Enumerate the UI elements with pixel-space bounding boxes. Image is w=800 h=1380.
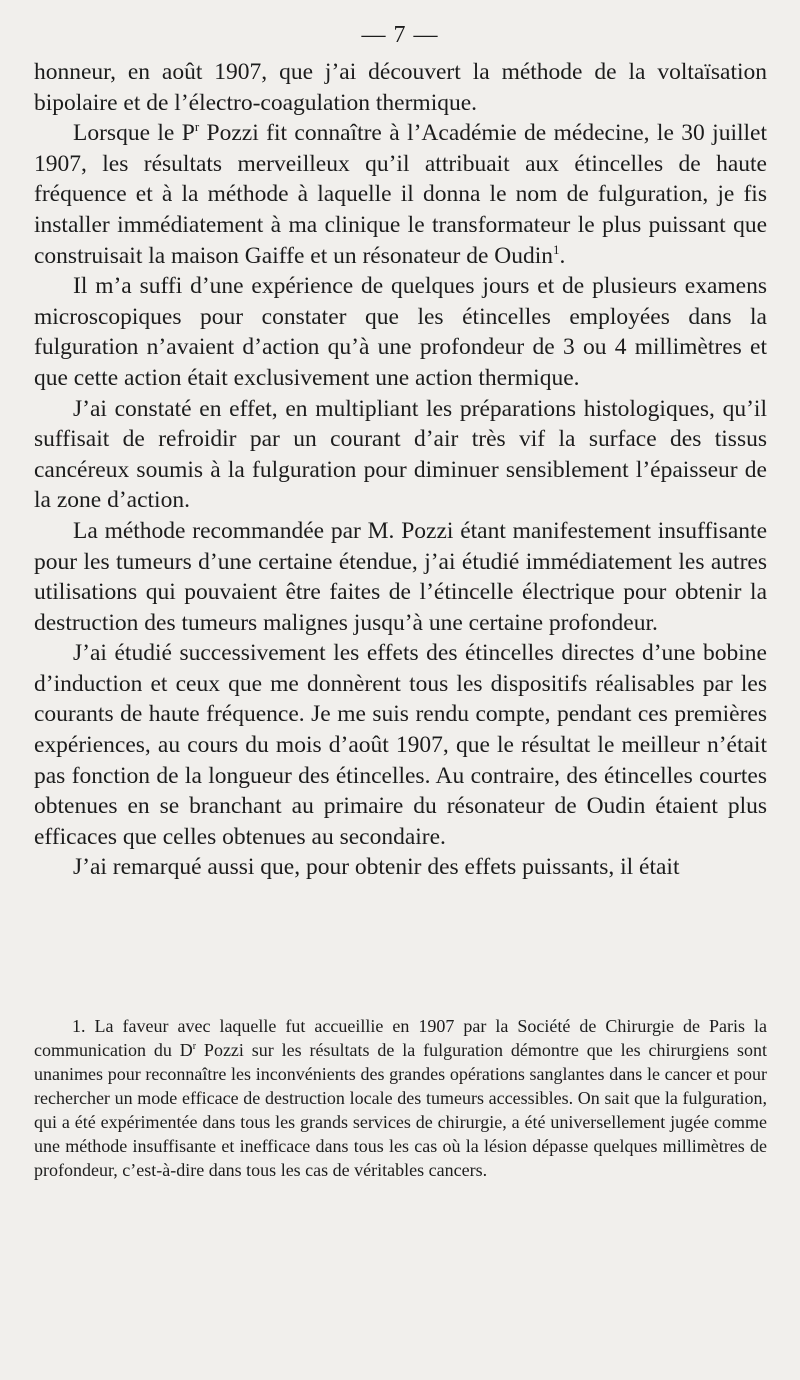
text-segment: La méthode recommandée par M. Pozzi étant manifestement insuffisante pour les tumeurs d’une certaine étendue, j’ai étudié immédiatement les autres utilisations qui pouvaient être faites de l’étincelle électrique pour obtenir la destruction des tumeurs malignes jusqu’à une certaine profondeur. — [34, 517, 767, 636]
text-segment: Pozzi sur les résultats de la fulguration démontre que les chirurgiens sont unanimes pour reconnaître les inconvénients des grandes opérations sanglantes dans le cancer et pour rechercher un mode efficace de destruction locale des tumeurs accessibles. On sait que la fulguration, qui a été expérimentée dans tous les grands services de chirurgie, a été universellement jugée comme une méthode insuffisante et inefficace dans tous les cas où la lésion dépasse quelques millimètres de profondeur, c’est-à-dire dans tous les cas de véritables cancers. — [34, 1040, 767, 1180]
superscript: r — [192, 1041, 197, 1052]
page-number: — 7 — — [361, 22, 439, 48]
text-segment: J’ai constaté en effet, en multipliant les préparations histologiques, qu’il suffisait de refroidir par un courant d’air très vif la surface des tissus cancéreux soumis à la fulguration pour diminuer sensiblement l’épaisseur de la zone d’action. — [34, 395, 767, 514]
body-text — [34, 57, 767, 883]
footnote — [34, 1014, 767, 1182]
paragraph — [34, 516, 767, 638]
text-segment: 1. La faveur avec laquelle fut accueillie en 1907 par la Société de Chirurgie de Paris la communication du D — [34, 1016, 767, 1060]
footnotes — [34, 1014, 767, 1182]
text-segment: honneur, en août 1907, que j’ai découvert la méthode de la voltaïsation bipolaire et de l’électro-coagulation thermique. — [34, 59, 767, 116]
paragraph — [34, 394, 767, 516]
superscript: 1 — [553, 241, 560, 257]
text-segment: J’ai remarqué aussi que, pour obtenir des effets puissants, il était — [73, 854, 680, 881]
text-segment: . — [559, 242, 566, 269]
text-segment: Il m’a suffi d’une expérience de quelques jours et de plusieurs examens microscopiques pour constater que les étincelles employées dans la fulguration n’avaient d’action qu’à une profondeur de 3 ou 4 millimètres et que cette action était exclusivement une action thermique. — [34, 273, 767, 391]
text-segment: Pozzi fit connaître à l’Académie de médecine, le 30 juillet 1907, les résultats merveilleux qu’il attribuait aux étincelles de haute fréquence et à la méthode à laquelle il donna le nom de fulguration, je fis installer immédiatement à ma clinique le transformateur le plus puissant que construisait la maison Gaiffe et un résonateur de Oudin — [34, 120, 767, 269]
paragraph — [34, 852, 767, 883]
paragraph — [34, 638, 767, 852]
paragraph — [34, 271, 767, 393]
text-segment: Lorsque le P — [73, 120, 195, 147]
paragraph — [34, 57, 767, 118]
text-segment: J’ai étudié successivement les effets des étincelles directes d’une bobine d’induction et ceux que me donnèrent tous les dispositifs réalisables par les courants de haute fréquence. Je me suis rendu compte, pendant ces premières expériences, au cours du mois d’août 1907, que le résultat le meilleur n’était pas fonction de la longueur des étincelles. Au contraire, des étincelles courtes obtenues en se branchant au primaire du résonateur de Oudin étaient plus efficaces que celles obtenues au secondaire. — [34, 640, 767, 850]
superscript: r — [194, 119, 200, 135]
paragraph — [34, 118, 767, 271]
